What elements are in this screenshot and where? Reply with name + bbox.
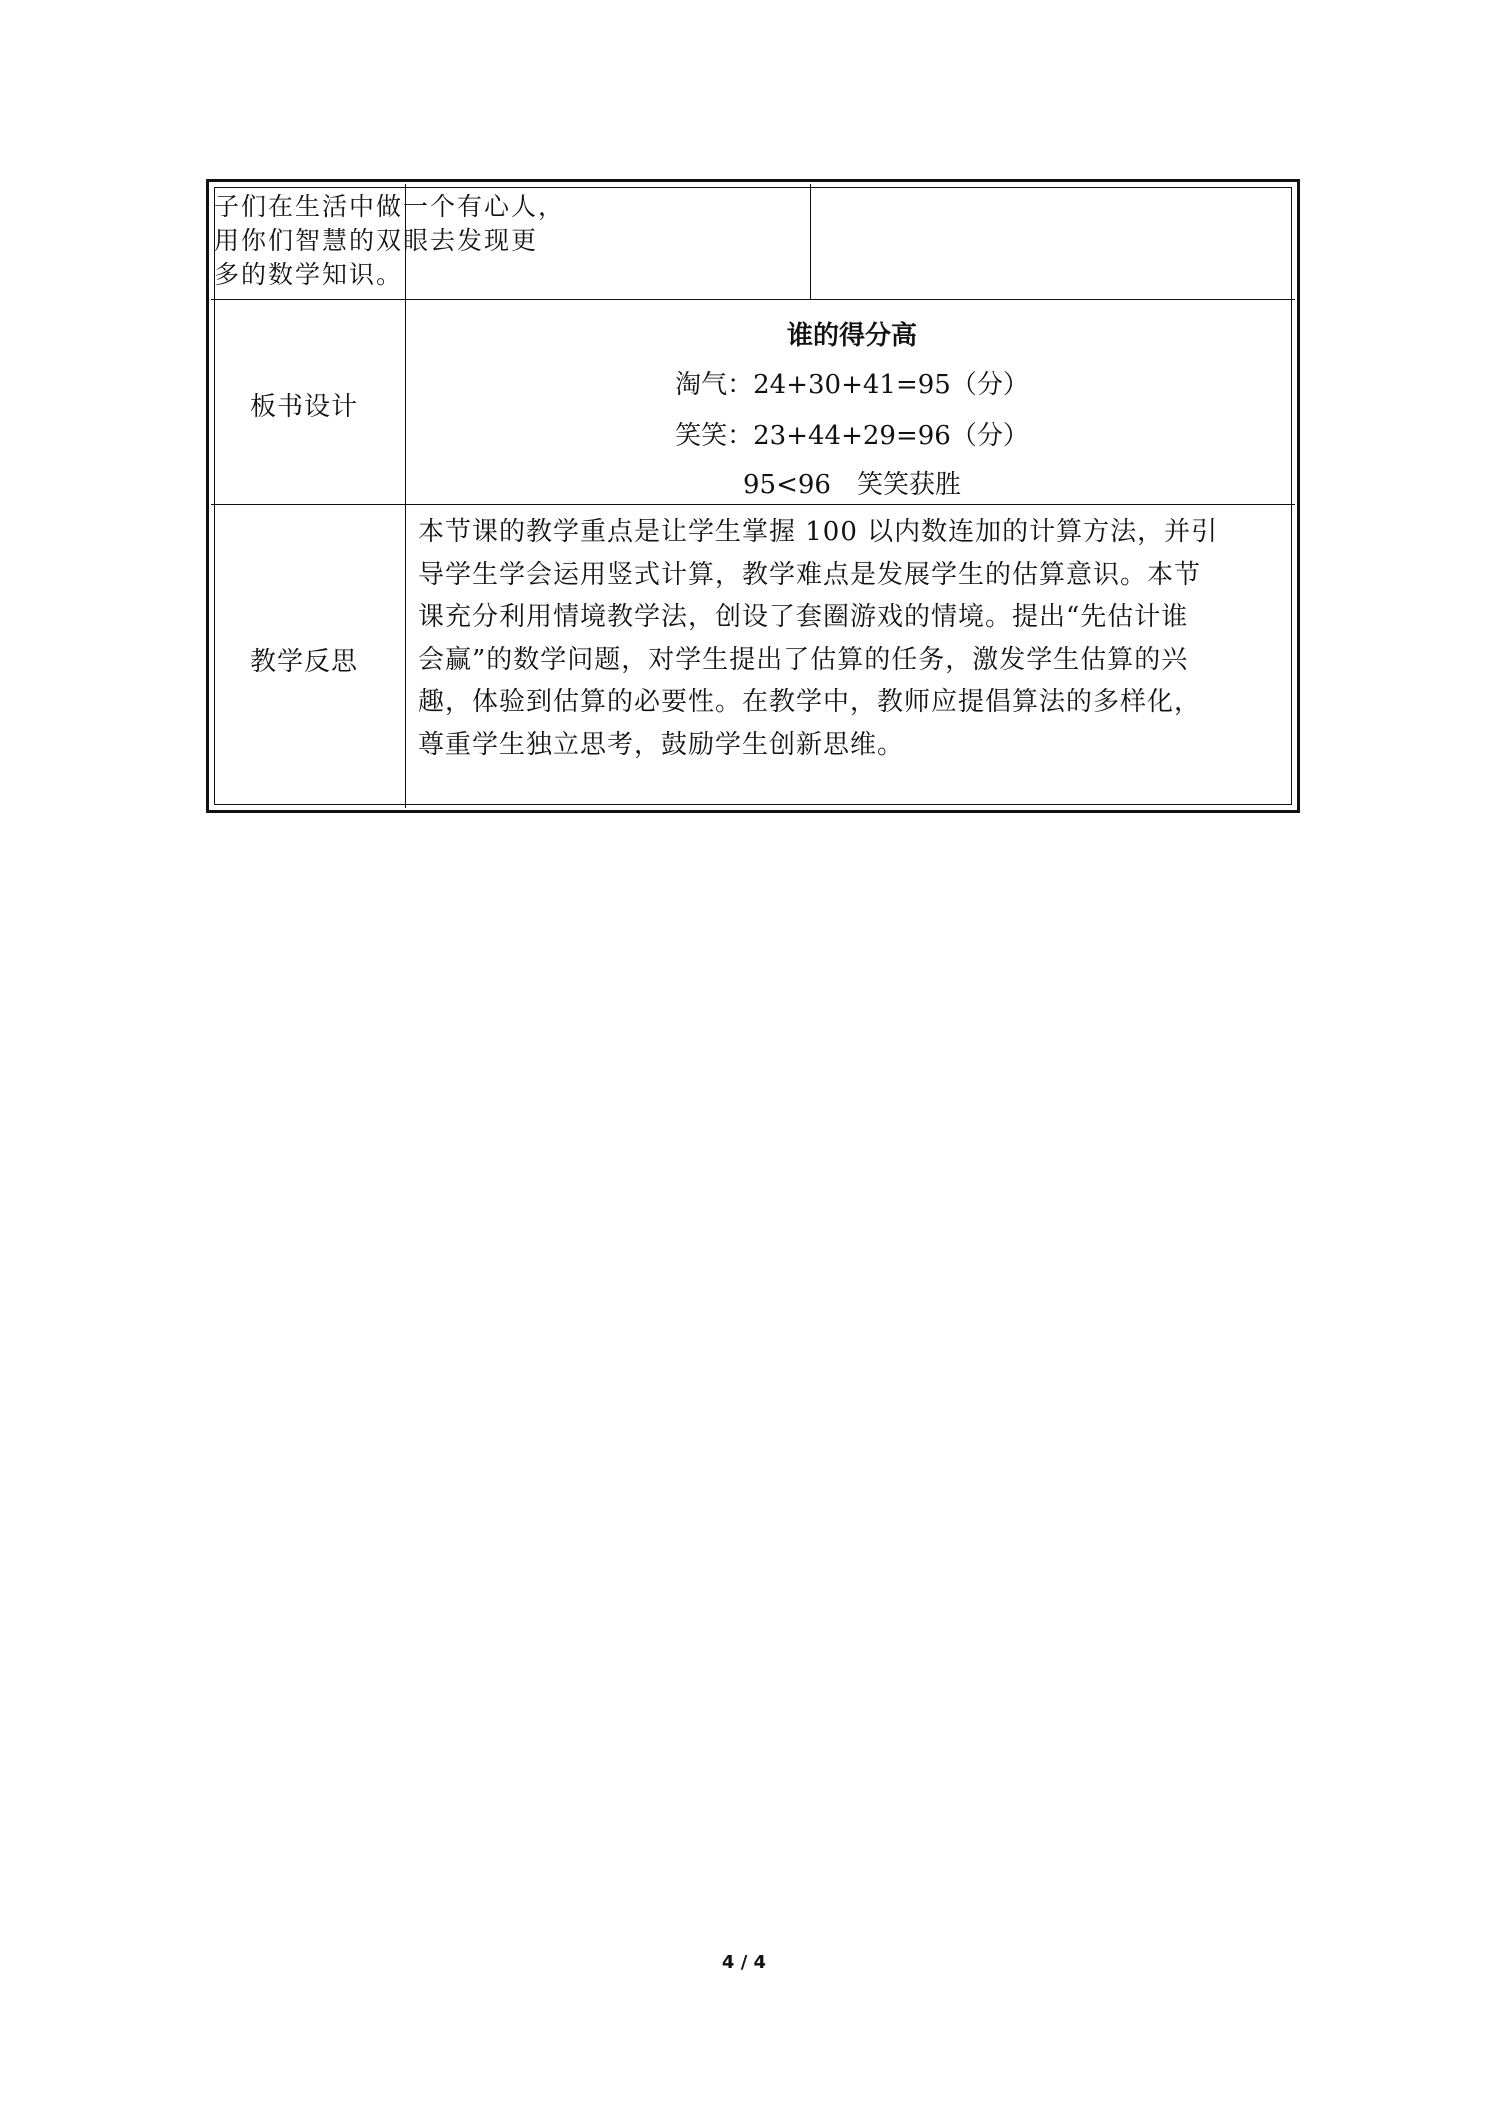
row-divider-1 (211, 299, 1295, 300)
continued-line: 用你们智慧的双眼去发现更 (214, 226, 539, 255)
board-line-2: 笑笑：23+44+29=96（分） (675, 421, 1029, 451)
reflection-line: 导学生学会运用竖式计算，教学难点是发展学生的估算意识。本节 (418, 559, 1202, 590)
reflection-label: 教学反思 (250, 647, 359, 677)
reflection-text (418, 511, 1288, 766)
board-title: 谁的得分高 (786, 321, 917, 351)
reflection-line: 会赢”的数学问题，对学生提出了估算的任务，激发学生估算的兴 (418, 644, 1189, 675)
continued-line: 子们在生活中做一个有心人， (214, 192, 566, 221)
board-design-label: 板书设计 (250, 392, 359, 422)
board-line-3: 95<96 笑笑获胜 (743, 470, 961, 500)
reflection-line: 课充分利用情境教学法，创设了套圈游戏的情境。提出“先估计谁 (418, 602, 1189, 632)
continued-line: 多的数学知识。 (214, 260, 404, 289)
reflection-line: 本节课的教学重点是让学生掌握 100 以内数连加的计算方法，并引 (418, 517, 1219, 547)
row-divider-2 (211, 504, 1295, 505)
page-number: 4 / 4 (721, 1952, 767, 1973)
column-divider-middle (810, 184, 811, 299)
reflection-line: 趣，体验到估算的必要性。在教学中，教师应提倡算法的多样化， (418, 687, 1202, 717)
continued-cell-text (214, 189, 614, 291)
reflection-line: 尊重学生独立思考，鼓励学生创新思维。 (418, 729, 905, 760)
board-line-1: 淘气：24+30+41=95（分） (675, 370, 1029, 400)
